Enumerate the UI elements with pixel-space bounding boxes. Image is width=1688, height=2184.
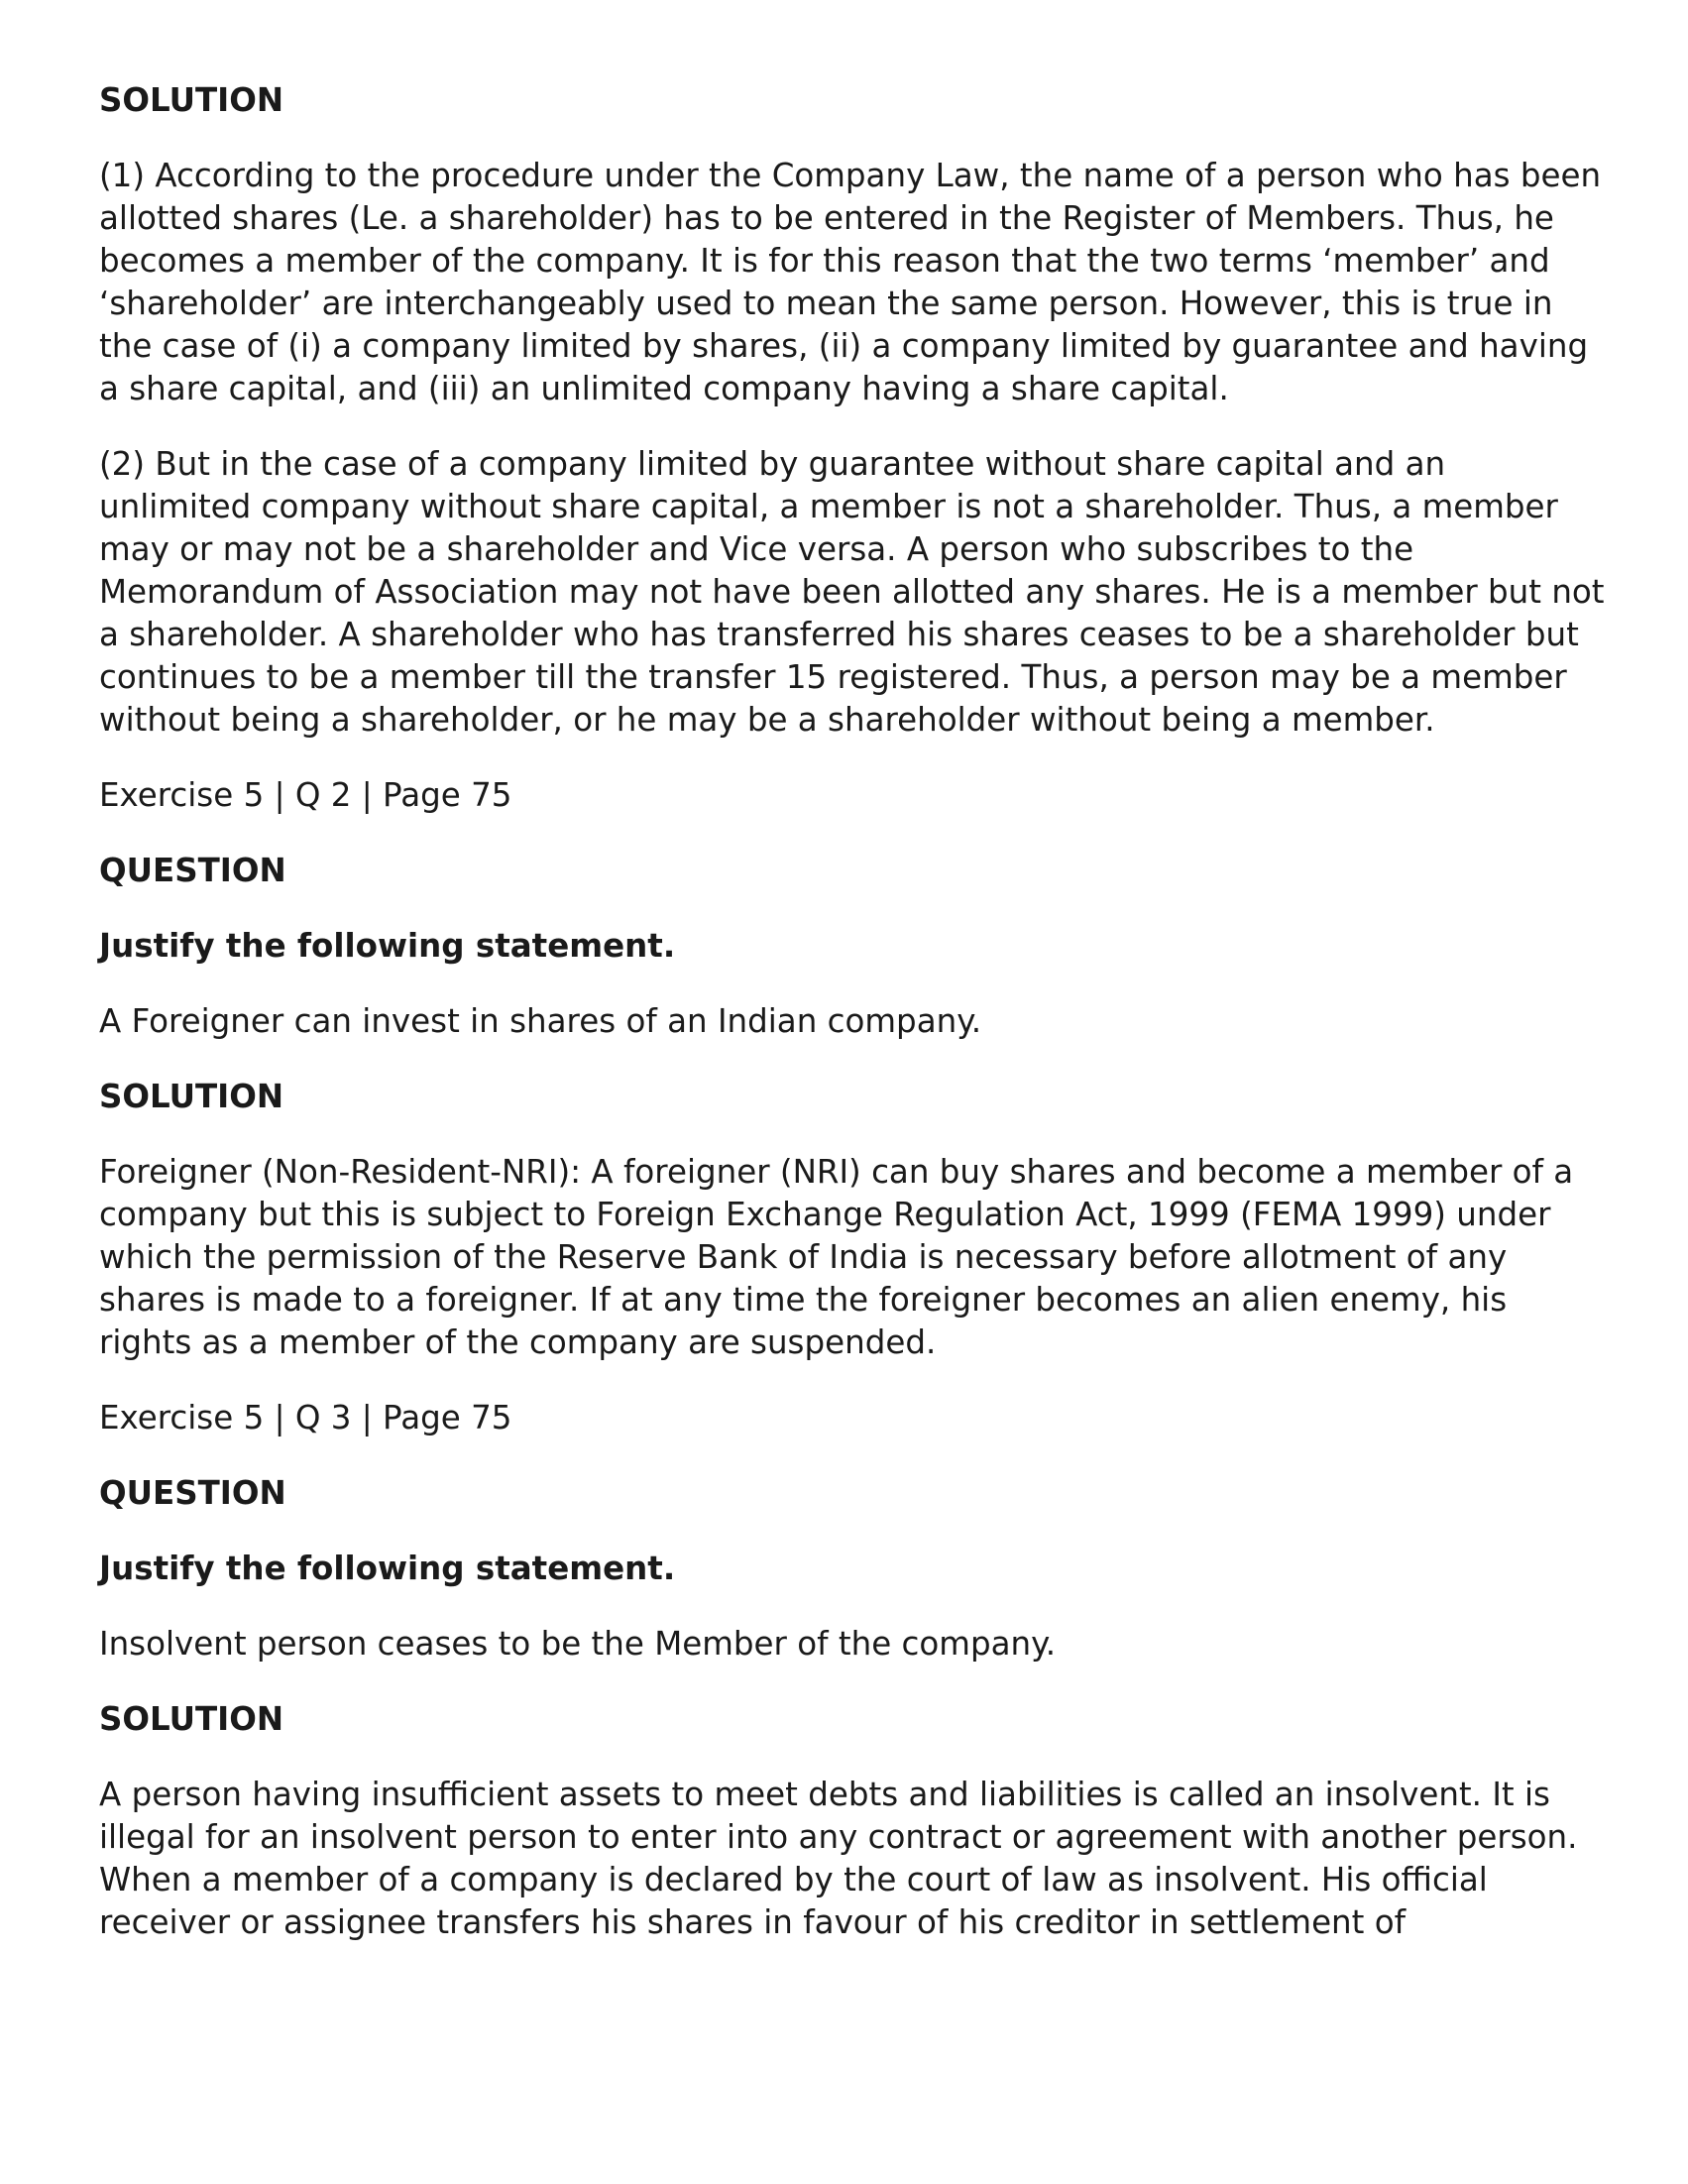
solution-heading: SOLUTION (99, 1078, 284, 1115)
question-instruction: Justify the following statement. (99, 1550, 676, 1587)
solution-heading: SOLUTION (99, 81, 284, 119)
solution-heading: SOLUTION (99, 1700, 284, 1738)
solution-paragraph-2: (2) But in the case of a company limited by guarantee without share capital and an unlimited company without share capital, a member is not a shareholder. Thus, a member may or may not be a shareholder and Vice versa. A person who subscribes to the Memorandum of Association may not have been allotted any shares. He is a member but not a shareholder. A shareholder who has transferred his shares ceases to be a shareholder but continues to be a member till the transfer 15 registered. Thus, a person may be a member without being a shareholder, or he may be a shareholder without being a member. (99, 445, 1605, 739)
solution-paragraph: A person having insufficient assets to meet debts and liabilities is called an insolvent. It is illegal for an insolvent person to enter into any contract or agreement with another person. When a member of a company is declared by the court of law as insolvent. His official receiver or assignee transfers his shares in favour of his creditor in settlement of (99, 1776, 1578, 1941)
question-statement: Insolvent person ceases to be the Member of the company. (99, 1625, 1057, 1663)
question-instruction: Justify the following statement. (99, 927, 676, 965)
exercise-reference: Exercise 5 | Q 3 | Page 75 (99, 1399, 512, 1437)
exercise-reference: Exercise 5 | Q 2 | Page 75 (99, 776, 512, 814)
solution-paragraph: Foreigner (Non-Resident-NRI): A foreigner (NRI) can buy shares and become a member of a company but this is subject to Foreign Exchange Regulation Act, 1999 (FEMA 1999) under which the permission of the Reserve Bank of India is necessary before allotment of any shares is made to a foreigner. If at any time the foreigner becomes an alien enemy, his rights as a member of the company are suspended. (99, 1153, 1574, 1361)
solution-paragraph-1: (1) According to the procedure under the Company Law, the name of a person who has been allotted shares (Le. a shareholder) has to be entered in the Register of Members. Thus, he becomes a member of the company. It is for this reason that the two terms ‘member’ and ‘shareholder’ are interchangeably used to mean the same person. However, this is true in the case of (i) a company limited by shares, (ii) a company limited by guarantee and having a share capital, and (iii) an unlimited company having a share capital. (99, 157, 1602, 407)
question-heading: QUESTION (99, 852, 286, 889)
question-statement: A Foreigner can invest in shares of an Indian company. (99, 1002, 982, 1040)
question-heading: QUESTION (99, 1474, 286, 1512)
document-page (99, 79, 1606, 1977)
